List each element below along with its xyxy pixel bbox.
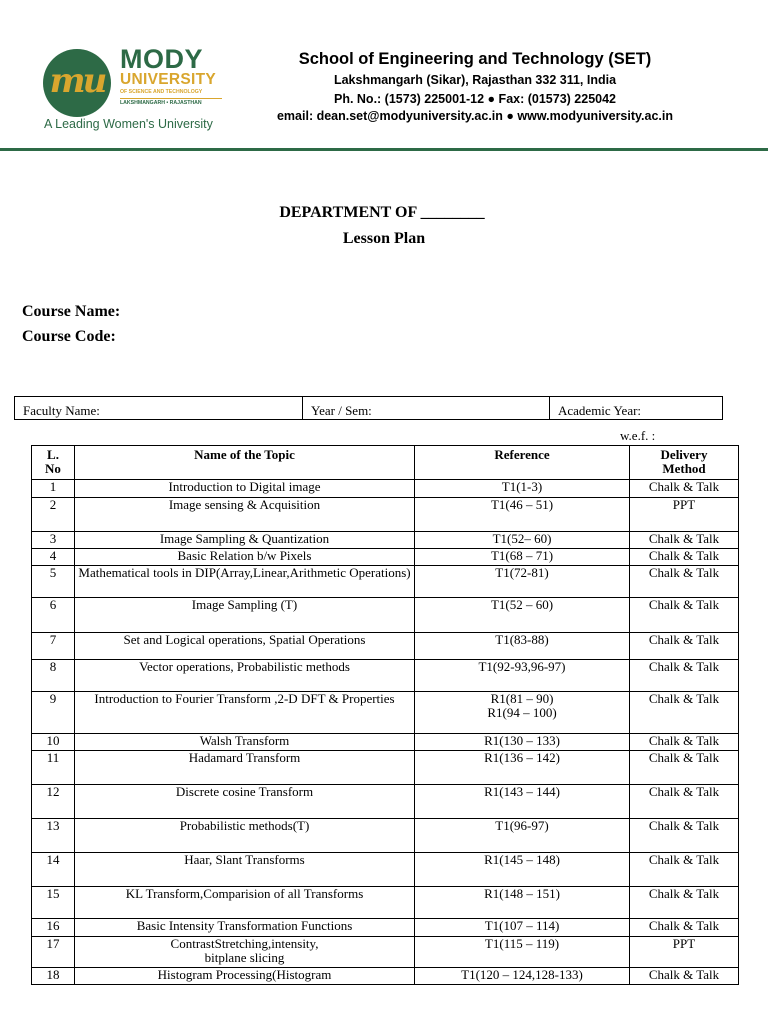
lesson-topic: Discrete cosine Transform [75, 785, 415, 819]
lesson-number: 8 [32, 660, 75, 692]
lesson-delivery-method: Chalk & Talk [630, 853, 739, 887]
table-row [32, 785, 739, 819]
lesson-number: 2 [32, 498, 75, 532]
lesson-reference: T1(52– 60) [415, 532, 630, 549]
table-row [32, 598, 739, 633]
lesson-delivery-method: Chalk & Talk [630, 692, 739, 734]
lesson-reference: T1(92-93,96-97) [415, 660, 630, 692]
lesson-topic: Histogram Processing(Histogram [75, 968, 415, 985]
school-phone: Ph. No.: (1573) 225001-12 ● Fax: (01573) 225042 [333, 92, 616, 106]
faculty-name-cell: Faculty Name: [15, 397, 303, 419]
course-name-label: Course Name: [22, 303, 121, 320]
lesson-topic: Walsh Transform [75, 734, 415, 751]
header-delivery-method: Delivery Method [630, 446, 739, 480]
lesson-topic: Probabilistic methods(T) [75, 819, 415, 853]
lesson-delivery-method: Chalk & Talk [630, 785, 739, 819]
brand-place: LAKSHMANGARH • RAJASTHAN [120, 100, 202, 106]
academic-year-cell: Academic Year: [558, 403, 642, 418]
school-address: Lakshmangarh (Sikar), Rajasthan 332 311, India [333, 73, 617, 87]
brand-rule [120, 98, 222, 99]
lesson-reference: T1(52 – 60) [415, 598, 630, 633]
lesson-number: 5 [32, 566, 75, 598]
lesson-number: 15 [32, 887, 75, 919]
table-row [32, 660, 739, 692]
lesson-number: 3 [32, 532, 75, 549]
lesson-number: 13 [32, 819, 75, 853]
school-name: School of Engineering and Technology (SET) [298, 50, 652, 68]
table-row [32, 549, 739, 566]
lesson-reference: R1(136 – 142) [415, 751, 630, 785]
lesson-topic: ContrastStretching,intensity, bitplane slicing [75, 937, 415, 968]
header-lesson-no: L. No [32, 446, 75, 480]
lesson-number: 11 [32, 751, 75, 785]
table-row [32, 937, 739, 968]
lesson-reference: R1(145 – 148) [415, 853, 630, 887]
table-header-row [32, 446, 739, 480]
lesson-topic: Basic Intensity Transformation Functions [75, 919, 415, 937]
lesson-delivery-method: Chalk & Talk [630, 968, 739, 985]
lesson-number: 16 [32, 919, 75, 937]
lesson-delivery-method: Chalk & Talk [630, 819, 739, 853]
lesson-topic: Haar, Slant Transforms [75, 853, 415, 887]
table-row [32, 566, 739, 598]
lesson-reference: T1(120 – 124,128-133) [415, 968, 630, 985]
year-sem-cell: Year / Sem: [303, 397, 550, 419]
table-row [32, 853, 739, 887]
lesson-reference: T1(107 – 114) [415, 919, 630, 937]
lesson-delivery-method: Chalk & Talk [630, 480, 739, 498]
lesson-topic: Mathematical tools in DIP(Array,Linear,Arithmetic Operations) [75, 566, 415, 598]
lesson-reference: T1(96-97) [415, 819, 630, 853]
lesson-topic: Introduction to Digital image [75, 480, 415, 498]
lesson-plan-table [31, 445, 739, 985]
lesson-delivery-method: Chalk & Talk [630, 734, 739, 751]
lesson-reference: R1(143 – 144) [415, 785, 630, 819]
logo-mark: mu [49, 61, 105, 101]
lesson-delivery-method: PPT [630, 498, 739, 532]
lesson-reference: T1(83-88) [415, 633, 630, 660]
lesson-number: 9 [32, 692, 75, 734]
lesson-reference: R1(148 – 151) [415, 887, 630, 919]
table-row [32, 887, 739, 919]
lesson-delivery-method: Chalk & Talk [630, 751, 739, 785]
lesson-delivery-method: PPT [630, 937, 739, 968]
lesson-topic: Vector operations, Probabilistic methods [75, 660, 415, 692]
lesson-topic: Set and Logical operations, Spatial Operations [75, 633, 415, 660]
brand-science: OF SCIENCE AND TECHNOLOGY [120, 89, 203, 95]
table-row [32, 532, 739, 549]
lesson-delivery-method: Chalk & Talk [630, 919, 739, 937]
table-row [32, 692, 739, 734]
lesson-plan-body [32, 480, 739, 985]
lesson-delivery-method: Chalk & Talk [630, 660, 739, 692]
lesson-delivery-method: Chalk & Talk [630, 549, 739, 566]
lesson-delivery-method: Chalk & Talk [630, 633, 739, 660]
lesson-number: 18 [32, 968, 75, 985]
lesson-reference: T1(72-81) [415, 566, 630, 598]
lesson-topic: Basic Relation b/w Pixels [75, 549, 415, 566]
lesson-topic: Image Sampling (T) [75, 598, 415, 633]
lesson-topic: KL Transform,Comparision of all Transforms [75, 887, 415, 919]
lesson-number: 12 [32, 785, 75, 819]
lesson-reference: T1(68 – 71) [415, 549, 630, 566]
header-reference: Reference [415, 446, 630, 480]
document-title: Lesson Plan [342, 230, 426, 247]
header-topic: Name of the Topic [75, 446, 415, 480]
lesson-delivery-method: Chalk & Talk [630, 566, 739, 598]
lesson-topic: Hadamard Transform [75, 751, 415, 785]
lesson-number: 4 [32, 549, 75, 566]
university-logo [43, 49, 111, 117]
lesson-delivery-method: Chalk & Talk [630, 598, 739, 633]
table-row [32, 633, 739, 660]
table-row [32, 734, 739, 751]
lesson-topic: Image Sampling & Quantization [75, 532, 415, 549]
table-row [32, 819, 739, 853]
faculty-info-row [14, 396, 723, 420]
lesson-reference: T1(115 – 119) [415, 937, 630, 968]
table-row [32, 751, 739, 785]
university-wordmark [120, 46, 230, 107]
lesson-topic: Image sensing & Acquisition [75, 498, 415, 532]
table-row [32, 480, 739, 498]
lesson-number: 17 [32, 937, 75, 968]
table-row [32, 498, 739, 532]
brand-name: MODY [120, 44, 203, 74]
lesson-reference: T1(46 – 51) [415, 498, 630, 532]
tagline: A Leading Women's University [44, 117, 213, 131]
lesson-topic: Introduction to Fourier Transform ,2-D DFT & Properties [75, 692, 415, 734]
lesson-number: 7 [32, 633, 75, 660]
lesson-number: 1 [32, 480, 75, 498]
header-divider [0, 148, 768, 151]
brand-subtitle: UNIVERSITY [120, 71, 217, 88]
lesson-number: 14 [32, 853, 75, 887]
table-row [32, 919, 739, 937]
lesson-delivery-method: Chalk & Talk [630, 532, 739, 549]
school-email: email: dean.set@modyuniversity.ac.in ● www.modyuniversity.ac.in [276, 109, 673, 123]
lesson-number: 6 [32, 598, 75, 633]
lesson-reference: R1(130 – 133) [415, 734, 630, 751]
lesson-delivery-method: Chalk & Talk [630, 887, 739, 919]
lesson-reference: T1(1-3) [415, 480, 630, 498]
wef-label: w.e.f. : [620, 428, 656, 443]
table-row [32, 968, 739, 985]
lesson-number: 10 [32, 734, 75, 751]
course-code-label: Course Code: [22, 328, 116, 345]
lesson-reference: R1(81 – 90) R1(94 – 100) [415, 692, 630, 734]
department-heading: DEPARTMENT OF ________ [279, 204, 485, 221]
